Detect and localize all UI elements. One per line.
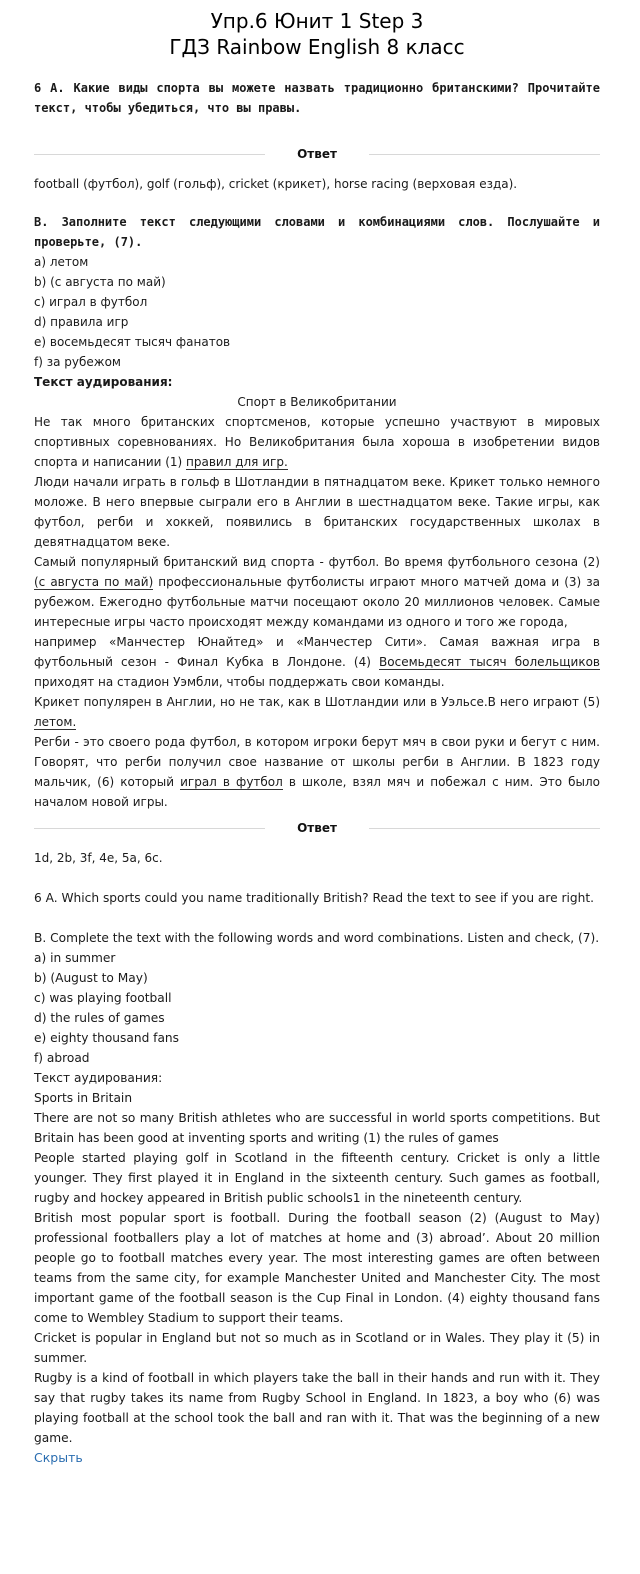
paragraph-en-2: People started playing golf in Scotland in the fifteenth century. Cricket is only a little younger. They first played it in England in the sixteenth century. Such games as football, rugby and hockey appeared in British public schools1 in the nineteenth century.	[34, 1151, 600, 1205]
paragraph-text: профессиональные футболисты играют много матчей дома и (3) за рубежом. Ежегодно футбольные матчи посещают около 20 миллионов человек. Самые интересные игры часто происходят между командами из одного и того же города,	[34, 575, 600, 629]
answer-divider-1	[34, 144, 600, 164]
answer-divider-2	[34, 818, 600, 838]
paragraph-ru-4	[34, 632, 600, 692]
option-item: f) за рубежом	[34, 355, 121, 369]
option-item: e) eighty thousand fans	[34, 1031, 180, 1045]
paragraph-text: Самый популярный британский вид спорта - футбол. Во время футбольного сезона (2)	[34, 555, 600, 569]
paragraph-text: например «Манчестер Юнайтед» и «Манчестер Сити». Самая важная игра в футбольный сезон - Финал Кубка в Лондоне. (4)	[34, 635, 600, 669]
paragraph-en-3: British most popular sport is football. During the football season (2) (August to May) professional footballers play a lot of matches at home and (3) abroad’. About 20 million people go to football matches every year. The most interesting games are often between teams from the same city, for example Manchester United and Manchester City. The most important game of the football season is the Cup Final in London. (4) eighty thousand fans come to Wembley Stadium to support their teams.	[34, 1211, 600, 1325]
text-title-ru: Спорт в Великобритании	[237, 395, 397, 409]
paragraph-text: Не так много британских спортсменов, которые успешно участвуют в мировых спортивных соревнованиях. Но Великобритания была хороша в изобретении видов спорта и написании (1)	[34, 415, 600, 469]
paragraph-text: в школе, взял мяч и побежал с ним. Это было началом новой игры.	[34, 775, 600, 809]
listening-label-en: Текст аудирования:	[34, 1071, 163, 1085]
title-line-1: Упр.6 Юнит 1 Step 3	[210, 9, 424, 33]
page-content	[34, 0, 600, 1468]
hide-link[interactable]: Скрыть	[34, 1450, 83, 1465]
paragraph-en-4: Cricket is popular in England but not so much as in Scotland or in Wales. They play it (5) in summer.	[34, 1331, 600, 1365]
text-title-en: Sports in Britain	[34, 1091, 133, 1105]
option-item: а) летом	[34, 255, 89, 269]
paragraph-text: Крикет популярен в Англии, но не так, как в Шотландии или в Уэльсе.В него играют (5)	[34, 695, 600, 709]
paragraph-ru-6	[34, 732, 600, 812]
paragraph-text: Регби - это своего рода футбол, в котором игроки берут мяч в свои руки и бегут с ним. Говорят, что регби получил свое название от школы регби в Англии. В 1823 году мальчик, (6) который	[34, 735, 600, 789]
paragraph-en-5: Rugby is a kind of football in which players take the ball in their hands and run with it. They say that rugby takes its name from Rugby School in England. In 1823, a boy who (6) was playing football at the school took the ball and ran with it. That was the beginning of a new game.	[34, 1371, 600, 1445]
paragraph-ru-1	[34, 412, 600, 472]
option-item: c) играл в футбол	[34, 295, 148, 309]
listening-label-ru: Текст аудирования:	[34, 375, 173, 389]
option-item: е) восемьдесят тысяч фанатов	[34, 335, 231, 349]
answer-underline-6: играл в футбол	[180, 775, 283, 789]
option-item: b) (с августа по май)	[34, 275, 166, 289]
question-a-en: 6 A. Which sports could you name traditionally British? Read the text to see if you are right.	[34, 891, 595, 905]
paragraph-text: приходят на стадион Уэмбли, чтобы поддержать свои команды.	[34, 675, 445, 689]
title-line-2: ГДЗ Rainbow English 8 класс	[169, 35, 465, 59]
answer-underline-5: летом.	[34, 715, 77, 729]
answer-underline-2: (с августа по май)	[34, 575, 154, 589]
option-item: b) (August to May)	[34, 971, 148, 985]
option-item: c) was playing football	[34, 991, 172, 1005]
answer-underline-4: Восемьдесят тысяч болельщиков	[379, 655, 601, 669]
paragraph-ru-3	[34, 552, 600, 632]
answer-b-ru: 1d, 2b, 3f, 4e, 5a, 6c.	[34, 851, 163, 865]
option-item: d) the rules of games	[34, 1011, 165, 1025]
answer-label: Ответ	[297, 147, 337, 161]
paragraph-ru-2: Люди начали играть в гольф в Шотландии в пятнадцатом веке. Крикет только немного моложе. В него впервые сыграли его в Англии в шестнадцатом веке. Такие игры, как футбол, регби и хоккей, появились в британских государственных школах в девятнадцатом веке.	[34, 475, 600, 549]
answer-a-ru: football (футбол), golf (гольф), cricket (крикет), horse racing (верховая езда).	[34, 177, 518, 191]
options-list-en	[34, 948, 600, 1068]
options-list-ru	[34, 252, 600, 372]
answer-label: Ответ	[297, 821, 337, 835]
question-a-ru: 6 А. Какие виды спорта вы можете назвать традиционно британскими? Прочитайте текст, чтобы убедиться, что вы правы.	[34, 81, 600, 115]
option-item: d) правила игр	[34, 315, 129, 329]
paragraph-en-1: There are not so many British athletes who are successful in world sports competitions. But Britain has been good at inventing sports and writing (1) the rules of games	[34, 1111, 600, 1145]
paragraph-ru-5	[34, 692, 600, 732]
answer-underline-1: правил для игр.	[186, 455, 288, 469]
option-item: a) in summer	[34, 951, 116, 965]
option-item: f) abroad	[34, 1051, 90, 1065]
question-b-ru: В. Заполните текст следующими словами и комбинациями слов. Послушайте и проверьте, (7).	[34, 215, 600, 249]
page-title	[34, 8, 600, 60]
question-b-en: B. Complete the text with the following words and word combinations. Listen and check, (7).	[34, 931, 600, 945]
